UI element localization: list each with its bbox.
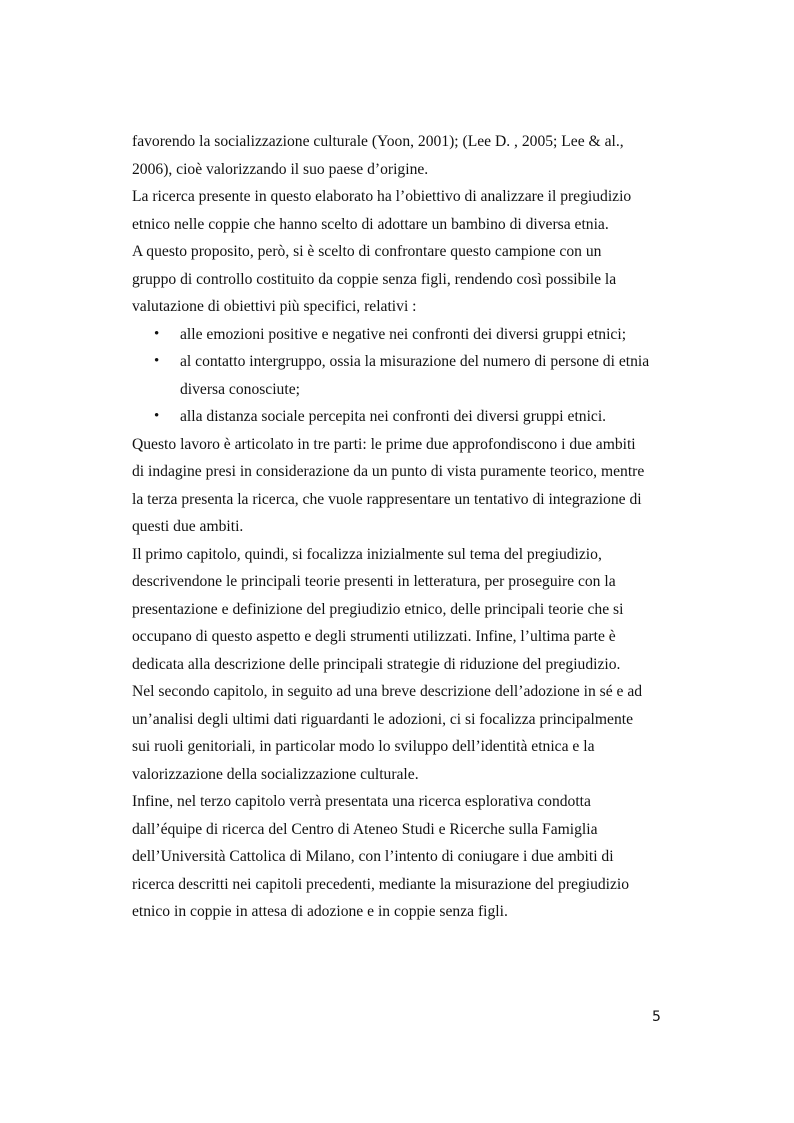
text-line: La ricerca presente in questo elaborato ha l’obiettivo di analizzare il pregiudizio [132,188,632,205]
text-line: dell’Università Cattolica di Milano, con l’intento di coniugare i due ambiti di [132,848,614,865]
text-line: ricerca descritti nei capitoli precedenti, mediante la misurazione del pregiudizio [132,875,630,893]
text-line: gruppo di controllo costituito da coppie senza figli, rendendo così possibile la [132,270,617,288]
text-line: etnico in coppie in attesa di adozione e in coppie senza figli. [132,903,508,920]
text-line: favorendo la socializzazione culturale (Yoon, 2001); (Lee D. , 2005; Lee & al., [132,133,624,150]
text-line: valorizzazione della socializzazione culturale. [132,765,419,783]
text-line: Il primo capitolo, quindi, si focalizza inizialmente sul tema del pregiudizio, [132,545,602,563]
bullet-item [132,321,672,349]
bullet-text: al contatto intergruppo, ossia la misurazione del numero di persone di etnia [180,353,650,370]
bullet-text: alla distanza sociale percepita nei confronti dei diversi gruppi etnici. [180,408,607,425]
text-line: la terza presenta la ricerca, che vuole rappresentare un tentativo di integrazione di [132,490,642,508]
text-line: A questo proposito, però, si è scelto di confrontare questo campione con un [132,243,602,260]
text-line: descrivendone le principali teorie presenti in letteratura, per proseguire con la [132,573,616,590]
bullet-icon: • [154,325,160,342]
text-line: etnico nelle coppie che hanno scelto di adottare un bambino di diversa etnia. [132,215,609,233]
bullet-item [132,348,672,376]
text-line: valutazione di obiettivi più specifici, relativi : [132,298,417,315]
text-line: dedicata alla descrizione delle principali strategie di riduzione del pregiudizio. [132,655,621,673]
text-line: Nel secondo capitolo, in seguito ad una breve descrizione dell’adozione in sé e ad [132,683,643,700]
bullet-icon: • [154,408,160,424]
text-line: 2006), cioè valorizzando il suo paese d’origine. [132,160,429,178]
bullet-text: alle emozioni positive e negative nei confronti dei diversi gruppi etnici; [180,325,627,343]
page-number: 5 [652,1009,661,1025]
text-line: Infine, nel terzo capitolo verrà presentata una ricerca esplorativa condotta [132,793,591,810]
bullet-continuation: diversa conosciute; [180,380,300,398]
text-line: di indagine presi in considerazione da un punto di vista puramente teorico, mentre [132,463,645,480]
text-line: questi due ambiti. [132,518,244,535]
text-line: presentazione e definizione del pregiudizio etnico, delle principali teorie che si [132,600,624,618]
text-line: dall’équipe di ricerca del Centro di Ateneo Studi e Ricerche sulla Famiglia [132,820,598,838]
text-line: sui ruoli genitoriali, in particolar modo lo sviluppo dell’identità etnica e la [132,738,595,755]
bullet-icon: • [154,353,160,369]
bullet-item [132,403,672,431]
text-line: Questo lavoro è articolato in tre parti: le prime due approfondiscono i due ambiti [132,435,636,453]
text-line: un’analisi degli ultimi dati riguardanti le adozioni, ci si focalizza principalmente [132,710,633,728]
body-text [132,128,672,926]
text-line: occupano di questo aspetto e degli strumenti utilizzati. Infine, l’ultima parte è [132,628,616,645]
